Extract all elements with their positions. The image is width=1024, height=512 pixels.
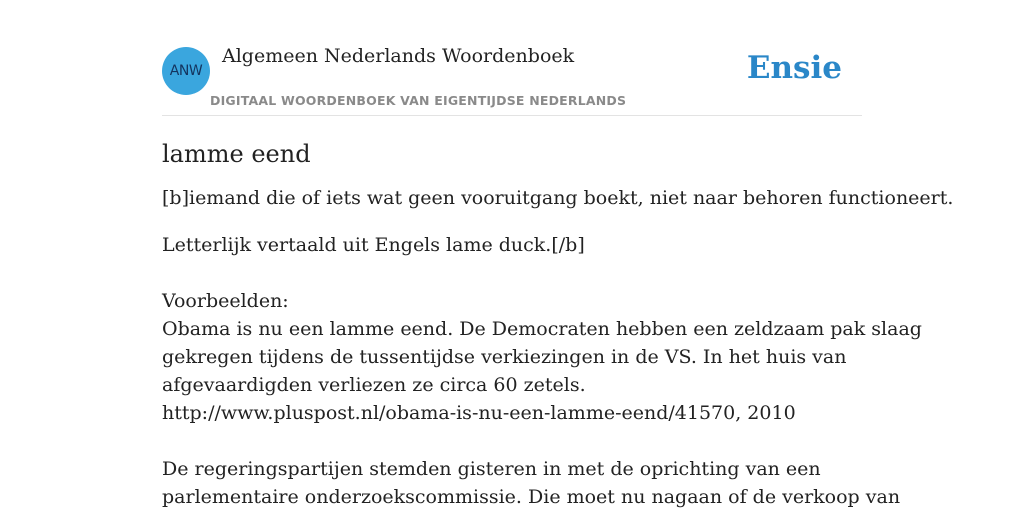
entry-line: [162, 427, 872, 455]
entry-content: [162, 138, 954, 511]
site-subtitle: DIGITAAL WOORDENBOEK VAN EIGENTIJDSE NEDERLANDS: [210, 93, 627, 108]
entry-definition: [b]iemand die of iets wat geen vooruitgang boekt, niet naar behoren functioneert.: [162, 187, 954, 209]
site-header: [162, 0, 862, 116]
anw-logo[interactable]: ANW: [162, 47, 210, 95]
entry-line: Voorbeelden:: [162, 290, 289, 312]
entry-line: Obama is nu een lamme eend. De Democraten hebben een zeldzaam pak slaag: [162, 318, 922, 340]
entry-line: parlementaire onderzoekscommissie. Die moet nu nagaan of de verkoop van: [162, 486, 901, 508]
entry-line: De regeringspartijen stemden gisteren in met de oprichting van een: [162, 458, 821, 480]
entry-line: afgevaardigden verliezen ze circa 60 zetels.: [162, 374, 586, 396]
entry-body: [162, 231, 922, 511]
entry-line: [162, 259, 872, 287]
page: [162, 0, 954, 512]
entry-line: http://www.pluspost.nl/obama-is-nu-een-lamme-eend/41570, 2010: [162, 402, 796, 424]
site-title[interactable]: Algemeen Nederlands Woordenboek: [222, 45, 575, 67]
entry-term: lamme eend: [162, 140, 311, 168]
entry-line: gekregen tijdens de tussentijdse verkiezingen in de VS. In het huis van: [162, 346, 847, 368]
ensie-logo[interactable]: Ensie: [746, 50, 842, 86]
entry-line: Letterlijk vertaald uit Engels lame duck.[/b]: [162, 234, 585, 256]
